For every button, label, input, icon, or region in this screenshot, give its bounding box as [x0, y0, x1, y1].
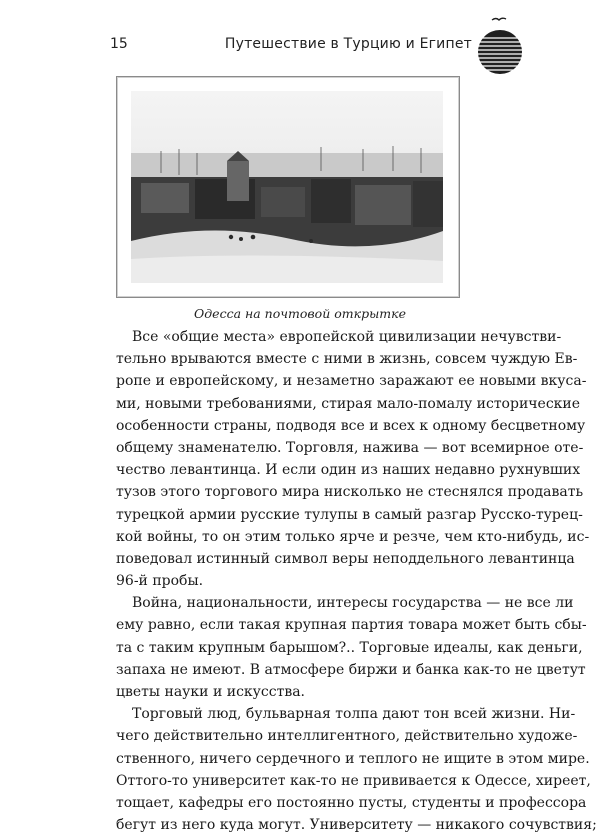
- text-line: тельно врываются вместе с ними в жизнь, совсем чуждую Ев-: [116, 351, 578, 368]
- text-line: цветы науки и искусства.: [116, 684, 305, 700]
- text-line: тузов этого торгового мира нисколько не стеснялся продавать: [116, 484, 584, 501]
- text-line: та с таким крупным барышом?.. Торговые идеалы, как деньги,: [116, 639, 583, 656]
- text-line: Все «общие места» европейской цивилизации нечувстви-: [132, 329, 562, 345]
- text-line: чество левантинца. И если один из наших недавно рухнувших: [116, 462, 581, 479]
- text-line: тощает, кафедры его постоянно пусты, студенты и профессора: [116, 794, 587, 811]
- text-line: запаха не имеют. В атмосфере биржи и банка как-то не цветут: [116, 661, 586, 678]
- text-line: Война, национальности, интересы государства — не все ли: [132, 595, 574, 612]
- body-text: [116, 326, 597, 836]
- figure-caption: Одесса на почтовой открытке: [194, 306, 406, 321]
- bird-over-sun-icon: [474, 14, 526, 78]
- text-line: Торговый люд, бульварная толпа дают тон всей жизни. Ни-: [132, 706, 576, 723]
- postcard-figure: [116, 76, 460, 298]
- text-line: поведовал истинный символ веры неподдельного левантинца: [116, 550, 575, 567]
- text-line: общему знаменателю. Торговля, нажива — вот всемирное оте-: [116, 439, 584, 456]
- text-line: Оттого-то университет как-то не прививается к Одессе, хиреет,: [116, 772, 591, 789]
- running-title: Путешествие в Турцию и Египет: [224, 36, 472, 52]
- text-line: бегут из него куда могут. Университету — никакого сочувствия;: [116, 817, 597, 834]
- page-number: 15: [110, 36, 128, 52]
- text-line: кой войны, то он этим только ярче и резче, чем кто-нибудь, ис-: [116, 528, 590, 545]
- text-line: ми, новыми требованиями, стирая мало-помалу исторические: [116, 395, 581, 412]
- text-line: чего действительно интеллигентного, действительно художе-: [116, 728, 578, 745]
- text-line: ственного, ничего сердечного и теплого не ищите в этом мире.: [116, 750, 590, 767]
- text-line: турецкой армии русские тулупы в самый разгар Русско-турец-: [116, 506, 583, 523]
- text-line: 96-й пробы.: [116, 573, 204, 590]
- odessa-postcard-photo: [131, 91, 443, 283]
- text-line: особенности страны, подводя все и всех к одному бесцветному: [116, 417, 586, 434]
- text-line: ропе и европейскому, и незаметно заражают ее новыми вкуса-: [116, 373, 587, 390]
- text-line: ему равно, если такая крупная партия товара может быть сбы-: [116, 617, 587, 634]
